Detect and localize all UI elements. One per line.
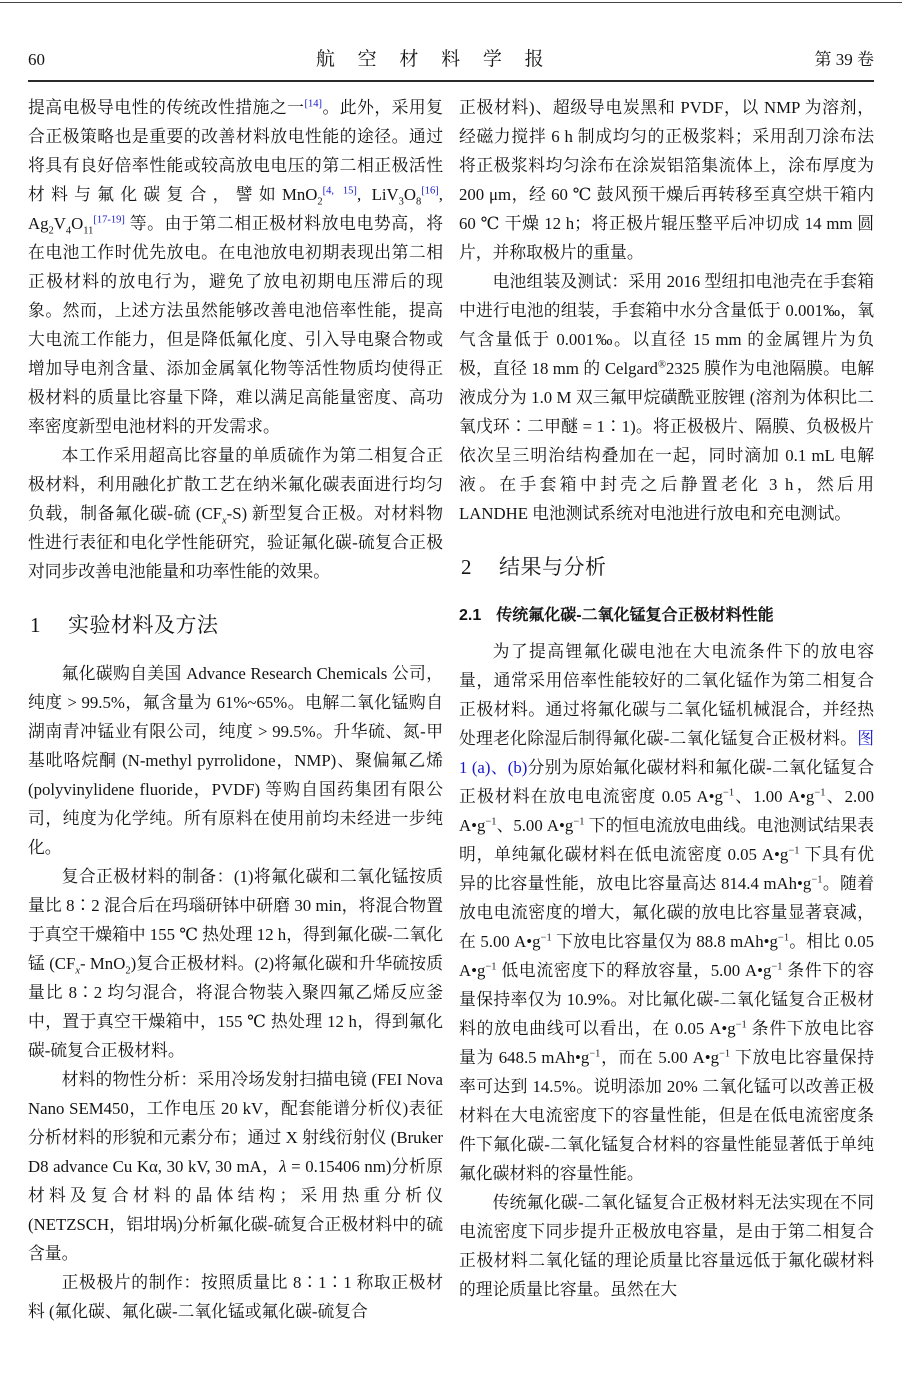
citation-link[interactable]: [17-19]: [93, 214, 125, 226]
paragraph: 提高电极导电性的传统改性措施之一[14]。此外，采用复合正极策略也是重要的改善材料放电性能的途径。通过将具有良好倍率性能或较高放电电压的第二相正极活性材料与氟化碳复合，譬如MnO$_2$[4, 15], $LiV_3O_8[16]$, $Ag_2V_4O_{11}[17-19]$ 等。由于第二相正极材料放电电势高，将在电池工作时优先放电。在电池放电初期表现出第二相正极材料的放电行为，避免了放电初期电压滞后的现象。然而，上述方法虽然能够改善电池倍率性能，提高大电流工作能力，但是降低氟化度、引入导电聚合物或增加导电剂含量、添加金属氧化物等活性物质均使得正极材料的质量比容量下降，难以满足高能量密度、高功率密度新型电池材料的开发需求。: [28, 98, 443, 436]
column-right: [459, 93, 874, 1326]
section-heading: [461, 553, 874, 582]
citation-link[interactable]: [16]: [421, 185, 439, 197]
section-heading: [30, 611, 443, 640]
section-title: 实验材料及方法: [68, 613, 219, 637]
section-number: 2: [461, 555, 472, 579]
paragraph: 传统氟化碳-二氧化锰复合正极材料无法实现在不同电流密度下同步提升正极放电容量，是由于第二相复合正极材料二氧化锰的理论质量比容量远低于氟化碳材料的理论质量比容量。虽然在大: [459, 1193, 874, 1299]
page-top-border: [0, 2, 902, 3]
paragraph: 正极材料)、超级导电炭黑和 PVDF，以 NMP 为溶剂，经磁力搅拌 6 h 制成均匀的正极浆料；采用刮刀涂布法将正极浆料均匀涂布在涂炭铝箔集流体上，涂布厚度为 200 μm，经 60 ℃ 鼓风预干燥后再转移至真空烘干箱内 60 ℃ 干燥 12 h；将正极片辊压整平后冲切成 14 mm 圆片，并称取极片的重量。: [459, 98, 874, 262]
header-rule: [28, 80, 874, 82]
citation-link[interactable]: [14]: [304, 98, 323, 110]
subsection-heading: [459, 601, 874, 630]
section-title: 结果与分析: [499, 555, 607, 579]
paragraph: 电池组装及测试：采用 2016 型纽扣电池壳在手套箱中进行电池的组装，手套箱中水分含量低于 0.001‰，氧气含量低于 0.001‰。以直径 15 mm 的金属锂片为负极，直径 18 mm 的 Celgard®2325 膜作为电池隔膜。电解液成分为 1.0 M 双三氟甲烷磺酰亚胺锂 (溶剂为体积比二氧戊环∶二甲醚 = 1∶1)。将正极极片、隔膜、负极极片依次呈三明治结构叠加在一起，同时滴加 0.1 mL 电解液。在手套箱中封壳之后静置老化 3 h，然后用 LANDHE 电池测试系统对电池进行放电和充电测试。: [459, 272, 875, 523]
paragraph: 为了提高锂氟化碳电池在大电流条件下的放电容量，通常采用倍率性能较好的二氧化锰作为第二相复合正极材料。通过将氟化碳与二氧化锰机械混合，并经热处理老化除湿后制得氟化碳-二氧化锰复合正极材料。图 1 (a)、(b)分别为原始氟化碳材料和氟化碳-二氧化锰复合正极材料在放电电流密度 0.05 $A•g^{-1}$、1.00 $A•g^{-1}$、2.00 $A•g^{-1}$、5.00 $A•g^{-1}$ 下的恒电流放电曲线。电池测试结果表明，单纯氟化碳材料在低电流密度 0.05 $A•g^{-1}$ 下具有优异的比容量性能，放电比容量高达 814.4 $mAh•g^{-1}$。随着放电电流密度的增大，氟化碳的放电比容量显著衰减，在 5.00 $A•g^{-1}$ 下放电比容量仅为 88.8 $mAh•g^{-1}$。相比 0.05 $A•g^{-1}$ 低电流密度下的释放容量，5.00 $A•g^{-1}$ 条件下的容量保持率仅为 10.9%。对比氟化碳-二氧化锰复合正极材料的放电曲线可以看出，在 0.05 $A•g^{-1}$ 条件下放电比容量为 648.5 $mAh•g^{-1}$，而在 5.00 $A•g^{-1}$ 下放电比容量保持率可达到 14.5%。说明添加 20% 二氧化锰可以改善正极材料在大电流密度下的容量性能，但是在低电流密度条件下氟化碳-二氧化锰复合材料的容量性能显著低于单纯氟化碳材料的容量性能。: [459, 642, 875, 1183]
column-left: [28, 93, 443, 1326]
article-body: [28, 93, 874, 1326]
paragraph: 氟化碳购自美国 Advance Research Chemicals 公司，纯度 > 99.5%，氟含量为 61%~65%。电解二氧化锰购自湖南青冲锰业有限公司，纯度 > 99.5%。升华硫、氮-甲基吡咯烷酮 (N-methyl pyrrolidone，NMP)、聚偏氟乙烯 (polyvinylidene fluoride，PVDF) 等购自国药集团有限公司，纯度为化学纯。所有原料在使用前均未经进一步纯化。: [28, 664, 443, 857]
section-number: 1: [30, 613, 41, 637]
section-title: 传统氟化碳-二氧化锰复合正极材料性能: [496, 607, 774, 624]
paragraph: 复合正极材料的制备：(1)将氟化碳和二氧化锰按质量比 8∶2 混合后在玛瑙研钵中研磨 30 min，将混合物置于真空干燥箱中 155 ℃ 热处理 12 h，得到氟化碳-二氧化锰 ($CF_x-$ MnO$_2$)复合正极材料。(2)将氟化碳和升华硫按质量比 8∶2 均匀混合，将混合物装入聚四氟乙烯反应釜中，置于真空干燥箱中，155 ℃ 热处理 12 h，得到氟化碳-硫复合正极材料。: [28, 867, 443, 1060]
paragraph: 正极极片的制作：按照质量比 8∶1∶1 称取正极材料 (氟化碳、氟化碳-二氧化锰或氟化碳-硫复合: [28, 1273, 443, 1321]
volume-label: 第 39 卷: [814, 50, 874, 69]
section-number: 2.1: [459, 607, 482, 624]
page-number: 60: [28, 50, 45, 69]
citation-link[interactable]: [4, 15]: [322, 185, 357, 197]
paragraph: 本工作采用超高比容量的单质硫作为第二相复合正极材料，利用融化扩散工艺在纳米氟化碳表面进行均匀负载，制备氟化碳-硫 $(CF_x-S)$ 新型复合正极。对材料物性进行表征和电化学性能研究，验证氟化碳-硫复合正极对同步改善电池能量和功率性能的效果。: [28, 446, 443, 581]
journal-title: 航 空 材 料 学 报: [315, 49, 553, 70]
paragraph: 材料的物性分析：采用冷场发射扫描电镜 (FEI Nova Nano SEM450，工作电压 20 kV，配套能谱分析仪)表征分析材料的形貌和元素分布；通过 X 射线衍射仪 (Bruker D8 advance Cu Kα, 30 kV, 30 mA，λ = 0.15406 nm)分析原材料及复合材料的晶体结构；采用热重分析仪 (NETZSCH，铝坩埚)分析氟化碳-硫复合正极材料中的硫含量。: [28, 1070, 444, 1263]
figure-link[interactable]: 图 1 (a)、(b): [459, 729, 874, 777]
page-header: [28, 0, 874, 71]
